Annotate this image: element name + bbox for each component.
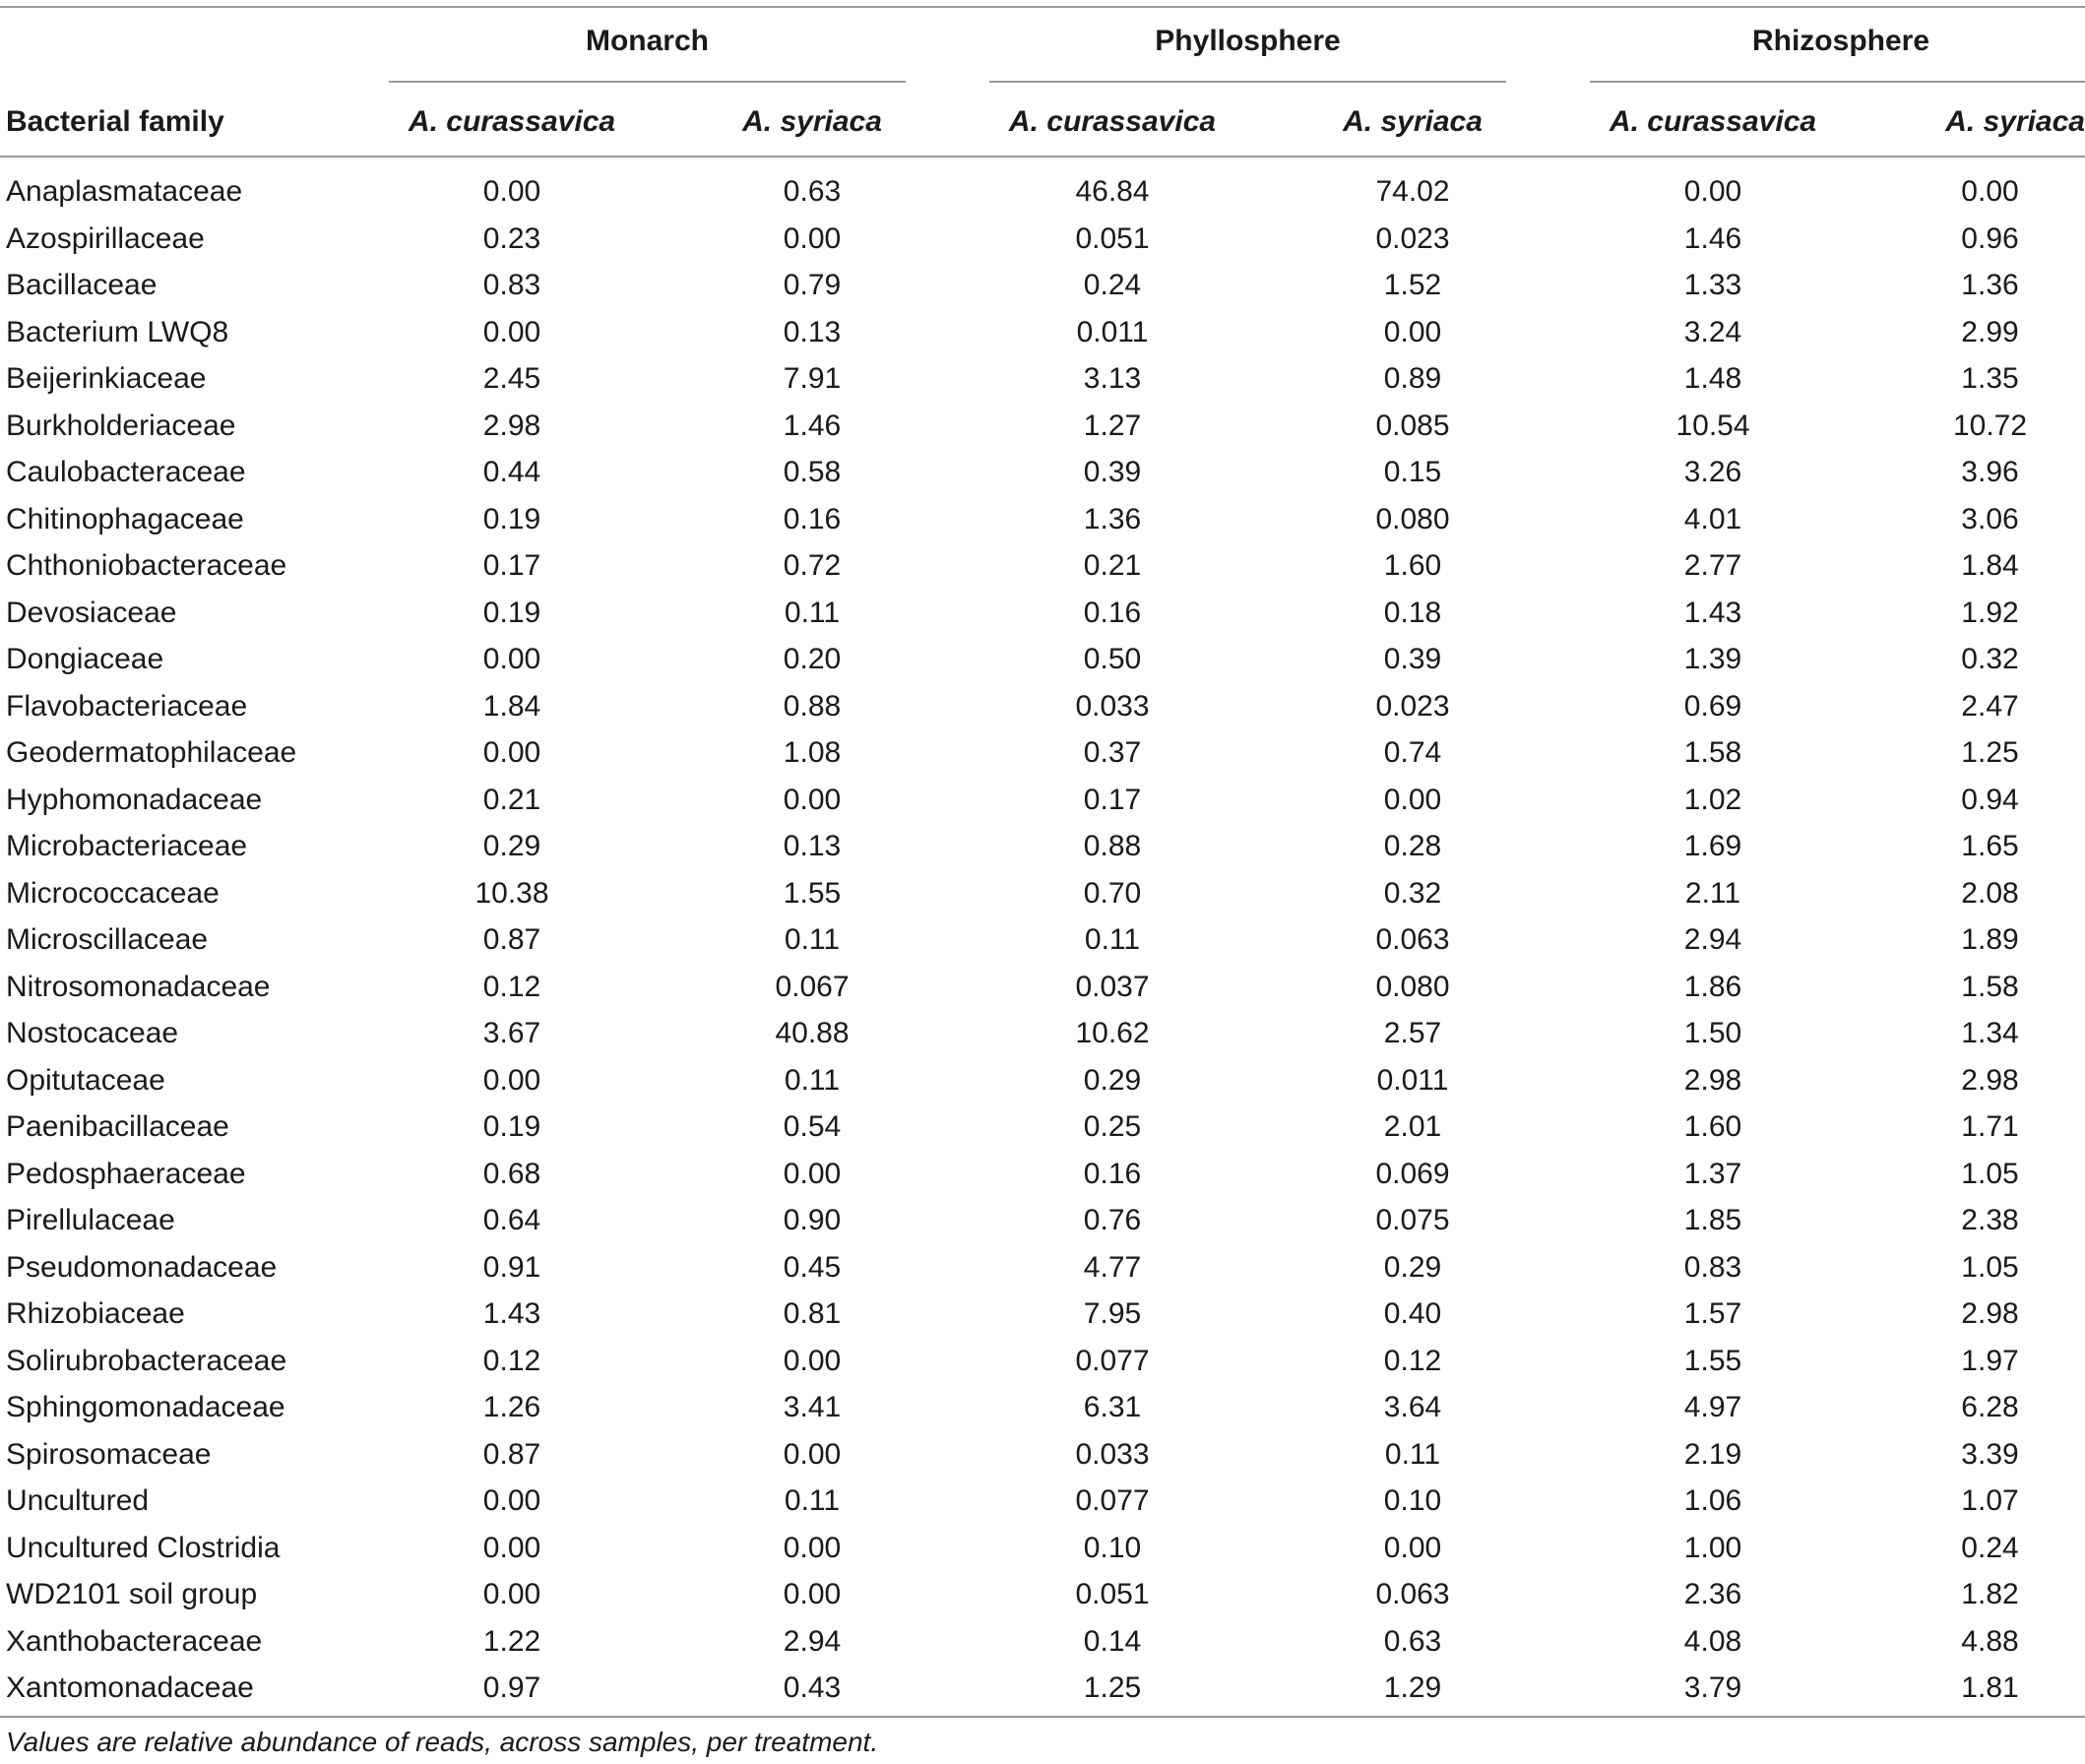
phyllosphere-a-syriaca-cell: 0.063	[1375, 1578, 1450, 1610]
rhizosphere-a-curassavica-cell: 2.11	[1684, 876, 1741, 910]
monarch-a-curassavica-cell: 2.98	[482, 409, 541, 442]
rhizosphere-a-syriaca-cell: 1.97	[1961, 1344, 2019, 1377]
rhizosphere-a-curassavica-cell: 2.77	[1683, 549, 1742, 582]
monarch-a-syriaca-cell: 0.88	[783, 689, 842, 723]
monarch-a-syriaca-cell: 0.00	[783, 1157, 842, 1190]
phyllosphere-a-curassavica-cell: 0.10	[1083, 1531, 1142, 1564]
table-row	[0, 1665, 2085, 1712]
phyllosphere-a-curassavica-cell: 0.033	[1075, 1437, 1150, 1471]
table-row	[0, 1291, 2085, 1338]
family-name-cell: Microbacteriaceae	[6, 830, 248, 862]
family-name-cell: Devosiaceae	[6, 596, 177, 629]
header-bottom-rule	[0, 156, 2085, 158]
phyllosphere-a-curassavica-cell: 10.62	[1075, 1017, 1150, 1049]
family-name-cell: Bacillaceae	[6, 269, 158, 301]
phyllosphere-a-syriaca-cell: 0.15	[1383, 456, 1442, 488]
monarch-a-syriaca-cell: 0.43	[783, 1671, 842, 1704]
rhizosphere-a-syriaca-cell: 2.47	[1961, 689, 2019, 723]
rhizosphere-a-curassavica-cell: 0.00	[1683, 175, 1742, 208]
column-header-monarch-a-syriaca: A. syriaca	[742, 105, 882, 138]
monarch-a-curassavica-cell: 0.00	[482, 736, 541, 769]
family-name-cell: Bacterium LWQ8	[6, 315, 229, 348]
monarch-a-syriaca-cell: 0.11	[784, 1063, 841, 1097]
family-name-cell: Sphingomonadaceae	[6, 1391, 285, 1423]
phyllosphere-a-syriaca-cell: 0.32	[1383, 876, 1442, 910]
table-footnote: Values are relative abundance of reads, across samples, per treatment.	[6, 1727, 879, 1757]
phyllosphere-a-syriaca-cell: 0.063	[1375, 923, 1450, 956]
table-row	[0, 916, 2085, 964]
phyllosphere-a-curassavica-cell: 0.39	[1083, 456, 1142, 488]
family-name-cell: Pedosphaeraceae	[6, 1157, 246, 1190]
monarch-a-curassavica-cell: 0.91	[482, 1250, 541, 1284]
monarch-a-syriaca-cell: 0.58	[783, 456, 842, 488]
rhizosphere-a-curassavica-cell: 2.98	[1683, 1063, 1742, 1097]
table-row	[0, 1571, 2085, 1618]
family-name-cell: Hyphomonadaceae	[6, 783, 263, 816]
group-rule-monarch	[389, 81, 906, 83]
monarch-a-curassavica-cell: 0.00	[482, 1578, 541, 1610]
rhizosphere-a-curassavica-cell: 1.06	[1683, 1484, 1742, 1517]
monarch-a-curassavica-cell: 0.19	[482, 1110, 541, 1143]
family-name-cell: Chthoniobacteraceae	[6, 549, 287, 582]
rhizosphere-a-curassavica-cell: 1.48	[1683, 362, 1742, 395]
monarch-a-syriaca-cell: 0.20	[783, 643, 842, 675]
rhizosphere-a-curassavica-cell: 1.55	[1683, 1344, 1742, 1377]
phyllosphere-a-curassavica-cell: 0.25	[1083, 1110, 1142, 1143]
group-rule-phyllosphere	[989, 81, 1506, 83]
rhizosphere-a-syriaca-cell: 6.28	[1961, 1391, 2019, 1423]
table-row	[0, 777, 2085, 824]
table-row	[0, 496, 2085, 543]
phyllosphere-a-syriaca-cell: 0.29	[1383, 1250, 1442, 1284]
phyllosphere-a-syriaca-cell: 0.00	[1383, 783, 1442, 816]
family-name-cell: Anaplasmataceae	[6, 175, 243, 208]
phyllosphere-a-curassavica-cell: 0.70	[1083, 876, 1142, 910]
monarch-a-syriaca-cell: 7.91	[783, 362, 842, 395]
table-row	[0, 729, 2085, 777]
phyllosphere-a-syriaca-cell: 0.069	[1375, 1157, 1450, 1190]
phyllosphere-a-syriaca-cell: 0.023	[1375, 221, 1450, 255]
phyllosphere-a-curassavica-cell: 0.50	[1083, 643, 1142, 675]
family-name-cell: Paenibacillaceae	[6, 1110, 229, 1143]
rhizosphere-a-curassavica-cell: 1.57	[1683, 1297, 1742, 1330]
rhizosphere-a-syriaca-cell: 10.72	[1952, 409, 2028, 442]
rhizosphere-a-curassavica-cell: 1.39	[1683, 643, 1742, 675]
phyllosphere-a-syriaca-cell: 0.075	[1375, 1204, 1450, 1236]
group-header-rhizosphere: Rhizosphere	[1751, 25, 1930, 57]
table-body	[0, 168, 2085, 1712]
monarch-a-curassavica-cell: 0.23	[482, 221, 541, 255]
rhizosphere-a-curassavica-cell: 1.60	[1683, 1110, 1742, 1143]
phyllosphere-a-syriaca-cell: 1.29	[1383, 1671, 1442, 1704]
monarch-a-curassavica-cell: 0.44	[482, 456, 541, 488]
group-rule-rhizosphere	[1590, 81, 2085, 83]
monarch-a-curassavica-cell: 1.26	[482, 1391, 541, 1423]
rhizosphere-a-syriaca-cell: 1.65	[1961, 830, 2019, 862]
monarch-a-curassavica-cell: 0.19	[482, 596, 541, 629]
phyllosphere-a-syriaca-cell: 0.10	[1383, 1484, 1442, 1517]
phyllosphere-a-curassavica-cell: 0.051	[1075, 1578, 1150, 1610]
rhizosphere-a-curassavica-cell: 1.50	[1683, 1017, 1742, 1049]
phyllosphere-a-syriaca-cell: 0.74	[1383, 736, 1442, 769]
monarch-a-curassavica-cell: 0.00	[482, 1063, 541, 1097]
family-name-cell: Spirosomaceae	[6, 1437, 212, 1471]
phyllosphere-a-syriaca-cell: 3.64	[1383, 1391, 1442, 1423]
phyllosphere-a-curassavica-cell: 0.17	[1083, 783, 1142, 816]
phyllosphere-a-curassavica-cell: 0.033	[1075, 689, 1150, 723]
family-name-cell: Dongiaceae	[6, 643, 164, 675]
table-row	[0, 1151, 2085, 1198]
rhizosphere-a-syriaca-cell: 3.96	[1961, 456, 2019, 488]
table-top-rule	[0, 6, 2085, 8]
rhizosphere-a-syriaca-cell: 0.32	[1961, 643, 2019, 675]
phyllosphere-a-curassavica-cell: 0.16	[1083, 1157, 1142, 1190]
monarch-a-curassavica-cell: 0.19	[482, 502, 541, 536]
phyllosphere-a-curassavica-cell: 1.36	[1083, 502, 1142, 536]
monarch-a-syriaca-cell: 0.13	[783, 315, 842, 348]
phyllosphere-a-curassavica-cell: 46.84	[1075, 175, 1150, 208]
table-row	[0, 590, 2085, 637]
group-header-phyllosphere: Phyllosphere	[1155, 25, 1341, 57]
phyllosphere-a-syriaca-cell: 0.00	[1383, 1531, 1442, 1564]
monarch-a-curassavica-cell: 0.64	[482, 1204, 541, 1236]
phyllosphere-a-syriaca-cell: 0.00	[1383, 315, 1442, 348]
rhizosphere-a-syriaca-cell: 1.89	[1961, 923, 2019, 956]
rhizosphere-a-curassavica-cell: 1.86	[1683, 970, 1742, 1003]
table-row	[0, 403, 2085, 450]
monarch-a-syriaca-cell: 0.54	[783, 1110, 842, 1143]
monarch-a-syriaca-cell: 0.11	[784, 596, 841, 629]
phyllosphere-a-syriaca-cell: 1.60	[1383, 549, 1442, 582]
monarch-a-syriaca-cell: 0.79	[783, 269, 842, 301]
phyllosphere-a-curassavica-cell: 0.29	[1083, 1063, 1142, 1097]
rhizosphere-a-syriaca-cell: 1.35	[1961, 362, 2019, 395]
monarch-a-curassavica-cell: 0.29	[482, 830, 541, 862]
table-row	[0, 636, 2085, 683]
family-name-cell: Xantomonadaceae	[6, 1671, 254, 1704]
phyllosphere-a-syriaca-cell: 0.12	[1383, 1344, 1442, 1377]
monarch-a-syriaca-cell: 0.00	[783, 1437, 842, 1471]
phyllosphere-a-curassavica-cell: 0.051	[1075, 221, 1150, 255]
monarch-a-curassavica-cell: 0.83	[482, 269, 541, 301]
rhizosphere-a-syriaca-cell: 1.81	[1961, 1671, 2019, 1704]
phyllosphere-a-syriaca-cell: 0.89	[1383, 362, 1442, 395]
column-header-bacterial-family: Bacterial family	[6, 105, 224, 138]
monarch-a-curassavica-cell: 2.45	[482, 362, 541, 395]
family-name-cell: Burkholderiaceae	[6, 409, 236, 442]
monarch-a-curassavica-cell: 0.21	[482, 783, 541, 816]
group-header-monarch: Monarch	[585, 25, 709, 57]
monarch-a-syriaca-cell: 0.90	[783, 1204, 842, 1236]
family-name-cell: WD2101 soil group	[6, 1578, 258, 1610]
rhizosphere-a-curassavica-cell: 2.36	[1683, 1578, 1742, 1610]
phyllosphere-a-syriaca-cell: 0.085	[1375, 409, 1450, 442]
phyllosphere-a-syriaca-cell: 0.40	[1383, 1297, 1442, 1330]
family-name-cell: Uncultured	[6, 1484, 150, 1517]
table-row	[0, 683, 2085, 730]
rhizosphere-a-curassavica-cell: 0.83	[1683, 1250, 1742, 1284]
monarch-a-syriaca-cell: 0.00	[783, 1531, 842, 1564]
rhizosphere-a-curassavica-cell: 1.37	[1683, 1157, 1742, 1190]
rhizosphere-a-curassavica-cell: 2.94	[1683, 923, 1742, 956]
monarch-a-curassavica-cell: 0.00	[482, 643, 541, 675]
phyllosphere-a-curassavica-cell: 1.25	[1083, 1671, 1142, 1704]
table-row	[0, 262, 2085, 309]
family-name-cell: Micrococcaceae	[6, 876, 220, 910]
family-name-cell: Rhizobiaceae	[6, 1297, 185, 1330]
phyllosphere-a-curassavica-cell: 0.11	[1084, 923, 1141, 956]
rhizosphere-a-syriaca-cell: 2.98	[1961, 1063, 2019, 1097]
rhizosphere-a-syriaca-cell: 1.71	[1961, 1110, 2019, 1143]
phyllosphere-a-curassavica-cell: 6.31	[1083, 1391, 1142, 1423]
monarch-a-curassavica-cell: 0.00	[482, 1531, 541, 1564]
monarch-a-syriaca-cell: 0.00	[783, 783, 842, 816]
monarch-a-curassavica-cell: 0.12	[482, 1344, 541, 1377]
family-name-cell: Chitinophagaceae	[6, 502, 244, 536]
rhizosphere-a-syriaca-cell: 1.07	[1961, 1484, 2019, 1517]
phyllosphere-a-syriaca-cell: 0.011	[1376, 1063, 1449, 1097]
phyllosphere-a-curassavica-cell: 0.077	[1075, 1484, 1150, 1517]
phyllosphere-a-curassavica-cell: 0.077	[1075, 1344, 1150, 1377]
monarch-a-curassavica-cell: 0.00	[482, 175, 541, 208]
rhizosphere-a-syriaca-cell: 1.92	[1961, 596, 2019, 629]
monarch-a-syriaca-cell: 0.63	[783, 175, 842, 208]
rhizosphere-a-syriaca-cell: 1.84	[1961, 549, 2019, 582]
rhizosphere-a-curassavica-cell: 3.24	[1683, 315, 1742, 348]
rhizosphere-a-curassavica-cell: 0.69	[1683, 689, 1742, 723]
rhizosphere-a-curassavica-cell: 1.85	[1683, 1204, 1742, 1236]
phyllosphere-a-syriaca-cell: 1.52	[1383, 269, 1442, 301]
monarch-a-curassavica-cell: 1.22	[482, 1624, 541, 1658]
monarch-a-syriaca-cell: 0.00	[783, 221, 842, 255]
rhizosphere-a-syriaca-cell: 1.34	[1961, 1017, 2019, 1049]
monarch-a-syriaca-cell: 40.88	[775, 1017, 850, 1049]
monarch-a-syriaca-cell: 0.16	[783, 502, 842, 536]
rhizosphere-a-curassavica-cell: 1.46	[1683, 221, 1742, 255]
table-row	[0, 1244, 2085, 1292]
family-name-cell: Nitrosomonadaceae	[6, 970, 271, 1003]
table-row	[0, 1525, 2085, 1572]
table-row	[0, 1384, 2085, 1431]
rhizosphere-a-curassavica-cell: 1.58	[1683, 736, 1742, 769]
rhizosphere-a-curassavica-cell: 1.02	[1683, 783, 1742, 816]
monarch-a-syriaca-cell: 3.41	[783, 1391, 842, 1423]
phyllosphere-a-curassavica-cell: 1.27	[1083, 409, 1142, 442]
rhizosphere-a-syriaca-cell: 1.05	[1961, 1157, 2019, 1190]
phyllosphere-a-curassavica-cell: 0.16	[1083, 596, 1142, 629]
rhizosphere-a-curassavica-cell: 1.00	[1683, 1531, 1742, 1564]
monarch-a-syriaca-cell: 0.11	[784, 1484, 841, 1517]
table-row	[0, 1103, 2085, 1151]
table-row	[0, 542, 2085, 590]
column-header-phyllosphere-a-syriaca: A. syriaca	[1343, 105, 1483, 138]
column-header-rhizosphere-a-syriaca: A. syriaca	[1945, 105, 2085, 138]
table-row	[0, 1010, 2085, 1057]
family-name-cell: Microscillaceae	[6, 923, 209, 956]
column-header-rhizosphere-a-curassavica: A. curassavica	[1609, 105, 1817, 138]
phyllosphere-a-curassavica-cell: 0.76	[1083, 1204, 1142, 1236]
rhizosphere-a-curassavica-cell: 1.43	[1683, 596, 1742, 629]
monarch-a-curassavica-cell: 0.97	[482, 1671, 541, 1704]
table-row	[0, 964, 2085, 1011]
family-name-cell: Pirellulaceae	[6, 1204, 175, 1236]
rhizosphere-a-syriaca-cell: 1.58	[1961, 970, 2019, 1003]
phyllosphere-a-curassavica-cell: 0.37	[1083, 736, 1142, 769]
family-name-cell: Flavobacteriaceae	[6, 689, 248, 723]
phyllosphere-a-curassavica-cell: 0.24	[1083, 269, 1142, 301]
table-row	[0, 1057, 2085, 1104]
rhizosphere-a-syriaca-cell: 4.88	[1961, 1624, 2019, 1658]
table-row	[0, 823, 2085, 870]
rhizosphere-a-syriaca-cell: 3.06	[1961, 502, 2019, 536]
rhizosphere-a-curassavica-cell: 4.97	[1683, 1391, 1742, 1423]
table-row	[0, 168, 2085, 216]
rhizosphere-a-syriaca-cell: 3.39	[1961, 1437, 2019, 1471]
phyllosphere-a-curassavica-cell: 3.13	[1083, 362, 1142, 395]
phyllosphere-a-syriaca-cell: 0.18	[1383, 596, 1442, 629]
table-row	[0, 216, 2085, 263]
rhizosphere-a-syriaca-cell: 0.24	[1961, 1531, 2019, 1564]
monarch-a-syriaca-cell: 0.81	[783, 1297, 842, 1330]
rhizosphere-a-syriaca-cell: 1.82	[1961, 1578, 2019, 1610]
monarch-a-syriaca-cell: 0.45	[783, 1250, 842, 1284]
monarch-a-syriaca-cell: 1.08	[783, 736, 842, 769]
phyllosphere-a-curassavica-cell: 0.14	[1083, 1624, 1142, 1658]
family-name-cell: Nostocaceae	[6, 1017, 179, 1049]
phyllosphere-a-curassavica-cell: 0.88	[1083, 830, 1142, 862]
family-name-cell: Caulobacteraceae	[6, 456, 246, 488]
table-row	[0, 1338, 2085, 1385]
family-name-cell: Geodermatophilaceae	[6, 736, 297, 769]
rhizosphere-a-syriaca-cell: 2.98	[1961, 1297, 2019, 1330]
monarch-a-syriaca-cell: 0.00	[783, 1344, 842, 1377]
table-row	[0, 870, 2085, 917]
monarch-a-syriaca-cell: 1.55	[783, 876, 842, 910]
rhizosphere-a-curassavica-cell: 2.19	[1683, 1437, 1742, 1471]
table-row	[0, 449, 2085, 496]
rhizosphere-a-syriaca-cell: 2.08	[1961, 876, 2019, 910]
phyllosphere-a-curassavica-cell: 0.011	[1076, 315, 1149, 348]
phyllosphere-a-syriaca-cell: 0.11	[1384, 1437, 1441, 1471]
rhizosphere-a-syriaca-cell: 0.96	[1961, 221, 2019, 255]
family-name-cell: Xanthobacteraceae	[6, 1624, 263, 1658]
rhizosphere-a-curassavica-cell: 3.79	[1683, 1671, 1742, 1704]
phyllosphere-a-syriaca-cell: 0.28	[1383, 830, 1442, 862]
monarch-a-curassavica-cell: 0.12	[482, 970, 541, 1003]
rhizosphere-a-syriaca-cell: 2.99	[1961, 315, 2019, 348]
monarch-a-curassavica-cell: 1.43	[482, 1297, 541, 1330]
monarch-a-syriaca-cell: 0.00	[783, 1578, 842, 1610]
monarch-a-syriaca-cell: 0.067	[775, 970, 850, 1003]
table-row	[0, 1478, 2085, 1525]
monarch-a-syriaca-cell: 2.94	[783, 1624, 842, 1658]
rhizosphere-a-curassavica-cell: 10.54	[1675, 409, 1750, 442]
rhizosphere-a-curassavica-cell: 3.26	[1683, 456, 1742, 488]
monarch-a-curassavica-cell: 0.87	[482, 1437, 541, 1471]
rhizosphere-a-syriaca-cell: 0.94	[1961, 783, 2019, 816]
rhizosphere-a-curassavica-cell: 1.69	[1683, 830, 1742, 862]
table-row	[0, 309, 2085, 356]
monarch-a-curassavica-cell: 0.87	[482, 923, 541, 956]
family-name-cell: Beijerinkiaceae	[6, 362, 207, 395]
monarch-a-curassavica-cell: 0.68	[482, 1157, 541, 1190]
monarch-a-curassavica-cell: 1.84	[482, 689, 541, 723]
column-header-monarch-a-curassavica: A. curassavica	[408, 105, 616, 138]
monarch-a-syriaca-cell: 0.11	[784, 923, 841, 956]
family-name-cell: Opitutaceae	[6, 1063, 165, 1097]
phyllosphere-a-syriaca-cell: 0.080	[1375, 970, 1450, 1003]
table-row	[0, 355, 2085, 403]
rhizosphere-a-syriaca-cell: 0.00	[1961, 175, 2019, 208]
monarch-a-syriaca-cell: 1.46	[783, 409, 842, 442]
monarch-a-curassavica-cell: 3.67	[482, 1017, 541, 1049]
rhizosphere-a-curassavica-cell: 4.08	[1683, 1624, 1742, 1658]
family-name-cell: Azospirillaceae	[6, 221, 205, 255]
family-name-cell: Pseudomonadaceae	[6, 1250, 278, 1284]
table-row	[0, 1618, 2085, 1666]
phyllosphere-a-syriaca-cell: 0.39	[1383, 643, 1442, 675]
rhizosphere-a-syriaca-cell: 1.25	[1961, 736, 2019, 769]
rhizosphere-a-syriaca-cell: 1.05	[1961, 1250, 2019, 1284]
phyllosphere-a-curassavica-cell: 4.77	[1083, 1250, 1142, 1284]
phyllosphere-a-syriaca-cell: 2.57	[1383, 1017, 1442, 1049]
family-name-cell: Solirubrobacteraceae	[6, 1344, 287, 1377]
table-row	[0, 1431, 2085, 1479]
family-name-cell: Uncultured Clostridia	[6, 1531, 281, 1564]
phyllosphere-a-syriaca-cell: 2.01	[1383, 1110, 1442, 1143]
rhizosphere-a-curassavica-cell: 1.33	[1683, 269, 1742, 301]
phyllosphere-a-curassavica-cell: 0.037	[1075, 970, 1150, 1003]
phyllosphere-a-syriaca-cell: 74.02	[1375, 175, 1450, 208]
rhizosphere-a-curassavica-cell: 4.01	[1683, 502, 1742, 536]
monarch-a-syriaca-cell: 0.72	[783, 549, 842, 582]
phyllosphere-a-syriaca-cell: 0.63	[1383, 1624, 1442, 1658]
phyllosphere-a-syriaca-cell: 0.080	[1375, 502, 1450, 536]
monarch-a-curassavica-cell: 0.17	[482, 549, 541, 582]
table-row	[0, 1197, 2085, 1244]
column-header-phyllosphere-a-curassavica: A. curassavica	[1008, 105, 1217, 138]
rhizosphere-a-syriaca-cell: 2.38	[1961, 1204, 2019, 1236]
phyllosphere-a-syriaca-cell: 0.023	[1375, 689, 1450, 723]
monarch-a-curassavica-cell: 10.38	[474, 876, 549, 910]
monarch-a-syriaca-cell: 0.13	[783, 830, 842, 862]
monarch-a-curassavica-cell: 0.00	[482, 315, 541, 348]
monarch-a-curassavica-cell: 0.00	[482, 1484, 541, 1517]
phyllosphere-a-curassavica-cell: 7.95	[1083, 1297, 1142, 1330]
table-bottom-rule	[0, 1716, 2085, 1718]
phyllosphere-a-curassavica-cell: 0.21	[1083, 549, 1142, 582]
rhizosphere-a-syriaca-cell: 1.36	[1961, 269, 2019, 301]
